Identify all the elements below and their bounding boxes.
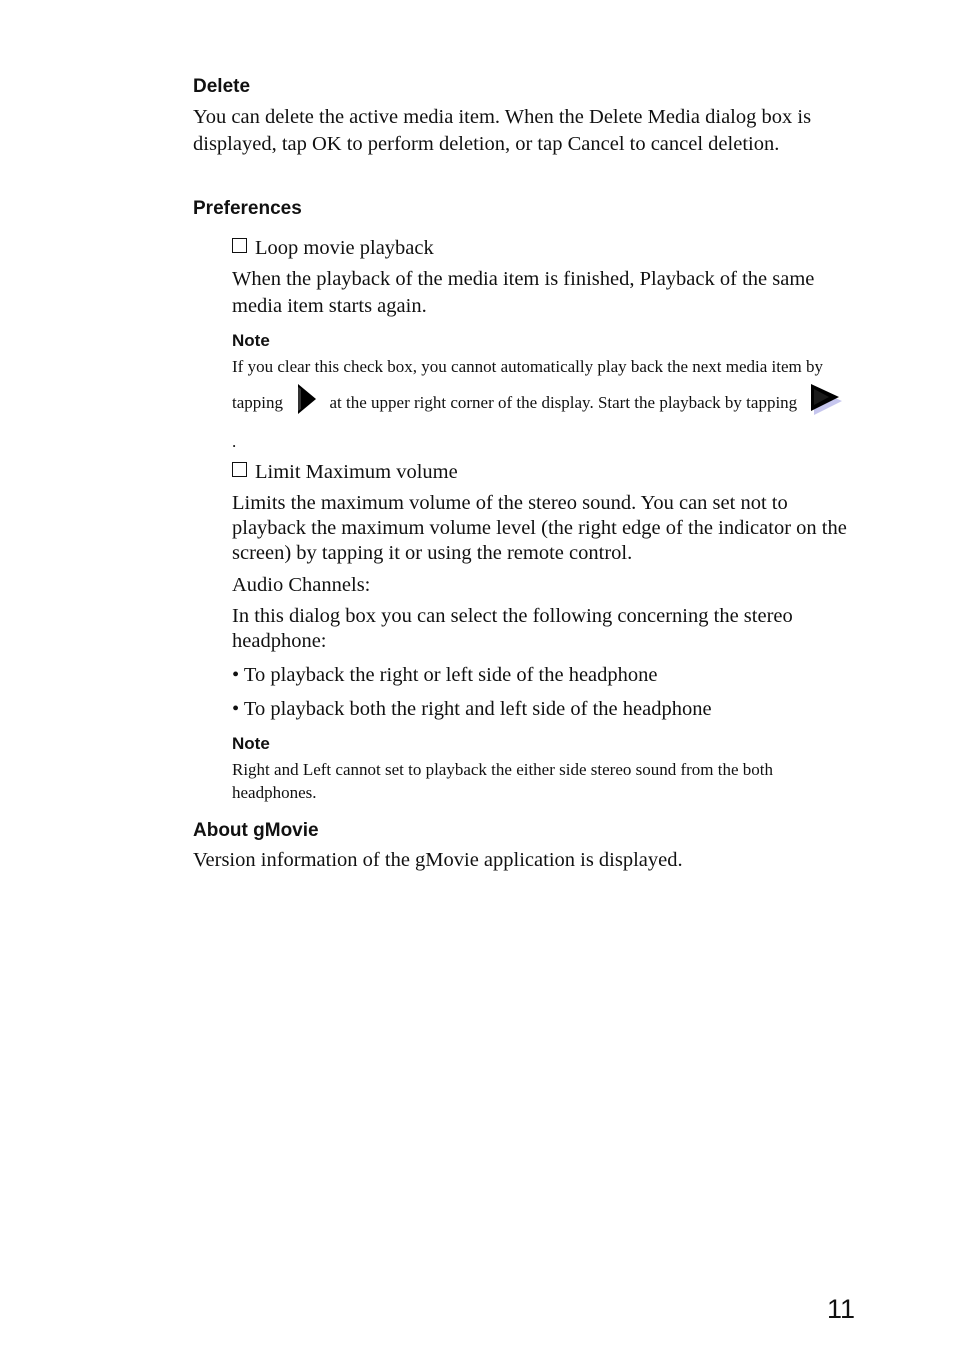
audio-bullet-1: • To playback the right or left side of the headphone bbox=[232, 664, 658, 686]
delete-heading: Delete bbox=[193, 76, 251, 97]
about-body: Version information of the gMovie application is displayed. bbox=[193, 849, 683, 871]
audio-note: Right and Left cannot set to playback the either side stereo sound from the both headphones. bbox=[232, 760, 774, 802]
limit-checkbox-icon bbox=[232, 462, 247, 477]
loop-checkbox-icon bbox=[232, 238, 247, 253]
loop-label: Loop movie playback bbox=[255, 237, 434, 259]
audio-label: Audio Channels: bbox=[232, 574, 371, 596]
loop-note bbox=[232, 351, 857, 457]
loop-option bbox=[232, 235, 434, 262]
loop-note-part2: at the upper right corner of the display. Start the playback by tapping bbox=[329, 392, 798, 412]
delete-body: You can delete the active media item. When the Delete Media dialog box is displayed, tap OK to perform deletion, or tap Cancel to cancel deletion. bbox=[193, 106, 812, 155]
loop-note-part1: If you clear this check box, you cannot automatically play back the next media item by tapping bbox=[232, 357, 824, 412]
audio-description: In this dialog box you can select the following concerning the stereo headphone: bbox=[232, 605, 793, 652]
play-icon bbox=[809, 382, 845, 426]
page-number: 11 bbox=[826, 1294, 855, 1324]
audio-note-heading: Note bbox=[232, 734, 270, 753]
loop-note-heading: Note bbox=[232, 331, 270, 350]
next-play-icon bbox=[295, 383, 319, 425]
limit-description: Limits the maximum volume of the stereo sound. You can set not to playback the maximum volume level (the right edge of the indicator on the screen) by tapping it or using the remote control. bbox=[232, 492, 847, 564]
preferences-heading: Preferences bbox=[193, 198, 302, 219]
about-heading: About gMovie bbox=[193, 820, 319, 841]
audio-bullet-2: • To playback both the right and left side of the headphone bbox=[232, 698, 712, 720]
limit-label: Limit Maximum volume bbox=[255, 461, 458, 483]
loop-note-part3: . bbox=[232, 432, 237, 451]
loop-description: When the playback of the media item is finished, Playback of the same media item starts again. bbox=[232, 268, 815, 317]
limit-option bbox=[232, 459, 458, 486]
